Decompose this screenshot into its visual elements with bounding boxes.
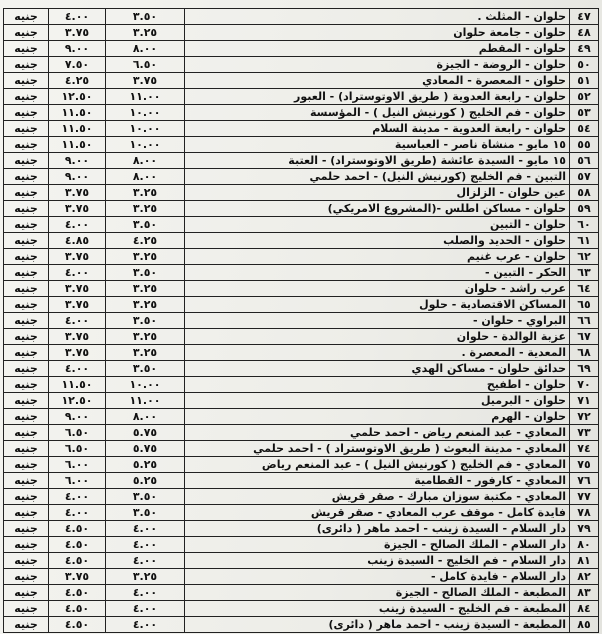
fare-value: ٤.٠٠ xyxy=(106,521,185,537)
route-name: المعادي - فم الخليج ( كورنيش النيل ) - عبد المنعم رياض xyxy=(185,457,570,473)
table-row xyxy=(4,505,599,521)
currency-label: جنيه xyxy=(4,281,49,297)
fare-value: ٤.٠٠ xyxy=(106,553,185,569)
fare-value: ٥.٢٥ xyxy=(106,457,185,473)
fare-value: ٤.٠٠ xyxy=(106,585,185,601)
fare-value: ٣.٧٥ xyxy=(106,73,185,89)
fare-value-alt: ٩.٠٠ xyxy=(49,169,106,185)
route-number: ٧٧ xyxy=(570,489,599,505)
currency-label: جنيه xyxy=(4,265,49,281)
fare-value: ٣.٢٥ xyxy=(106,25,185,41)
route-number: ٥٢ xyxy=(570,89,599,105)
fare-value-alt: ٤.٢٥ xyxy=(49,73,106,89)
fare-value: ١٠.٠٠ xyxy=(106,377,185,393)
currency-label: جنيه xyxy=(4,601,49,617)
fare-value-alt: ٩.٠٠ xyxy=(49,41,106,57)
route-name: المطبعة - السيدة زينب - احمد ماهر ( دائرى) xyxy=(185,617,570,633)
route-name: حلوان - مساكن اطلس -(المشروع الامريكي) xyxy=(185,201,570,217)
table-row xyxy=(4,265,599,281)
fare-value-alt: ٤.٠٠ xyxy=(49,313,106,329)
route-number: ٧٣ xyxy=(570,425,599,441)
route-number: ٧٩ xyxy=(570,521,599,537)
currency-label: جنيه xyxy=(4,361,49,377)
fare-value-alt: ٦.٠٠ xyxy=(49,457,106,473)
route-name: المعادي - كارفور - القطامية xyxy=(185,473,570,489)
route-number: ٧١ xyxy=(570,393,599,409)
currency-label: جنيه xyxy=(4,41,49,57)
fare-value-alt: ١١.٥٠ xyxy=(49,377,106,393)
fare-value: ٣.٢٥ xyxy=(106,201,185,217)
fare-value: ٣.٢٥ xyxy=(106,281,185,297)
route-number: ٧٤ xyxy=(570,441,599,457)
route-name: حلوان - فم الخليج ( كورنيش النيل ) - المؤسسة xyxy=(185,105,570,121)
route-number: ٧٢ xyxy=(570,409,599,425)
route-number: ٦١ xyxy=(570,233,599,249)
table-row xyxy=(4,281,599,297)
currency-label: جنيه xyxy=(4,345,49,361)
table-row xyxy=(4,601,599,617)
route-name: المطبعة - الملك الصالح - الجيزة xyxy=(185,585,570,601)
fare-value: ٤.٢٥ xyxy=(106,233,185,249)
route-number: ٦٩ xyxy=(570,361,599,377)
fare-value-alt: ٤.٥٠ xyxy=(49,553,106,569)
currency-label: جنيه xyxy=(4,105,49,121)
route-number: ٥٩ xyxy=(570,201,599,217)
route-number: ٥٣ xyxy=(570,105,599,121)
currency-label: جنيه xyxy=(4,569,49,585)
fare-value: ١٠.٠٠ xyxy=(106,121,185,137)
table-row xyxy=(4,313,599,329)
fare-value-alt: ٣.٧٥ xyxy=(49,297,106,313)
route-number: ٦٦ xyxy=(570,313,599,329)
table-row xyxy=(4,41,599,57)
table-row xyxy=(4,361,599,377)
fare-value-alt: ٦.٥٠ xyxy=(49,441,106,457)
fare-value-alt: ٣.٧٥ xyxy=(49,281,106,297)
fare-value: ٣.٢٥ xyxy=(106,569,185,585)
fare-value-alt: ١١.٥٠ xyxy=(49,121,106,137)
fare-value-alt: ١٢.٥٠ xyxy=(49,89,106,105)
fare-value: ٨.٠٠ xyxy=(106,169,185,185)
currency-label: جنيه xyxy=(4,329,49,345)
table-row xyxy=(4,73,599,89)
currency-label: جنيه xyxy=(4,377,49,393)
fare-value-alt: ١١.٥٠ xyxy=(49,105,106,121)
fare-value: ٣.٥٠ xyxy=(106,9,185,25)
fare-value: ٤.٠٠ xyxy=(106,537,185,553)
route-name: دار السلام - فايدة كامل - xyxy=(185,569,570,585)
table-row xyxy=(4,25,599,41)
table-row xyxy=(4,249,599,265)
table-row xyxy=(4,121,599,137)
fare-value-alt: ٤.٥٠ xyxy=(49,617,106,633)
currency-label: جنيه xyxy=(4,617,49,633)
table-row xyxy=(4,489,599,505)
currency-label: جنيه xyxy=(4,441,49,457)
currency-label: جنيه xyxy=(4,185,49,201)
currency-label: جنيه xyxy=(4,217,49,233)
route-name: المعادي - مكتبة سوزان مبارك - صقر قريش xyxy=(185,489,570,505)
table-row xyxy=(4,297,599,313)
fare-value-alt: ٤.٥٠ xyxy=(49,585,106,601)
fare-value: ٨.٠٠ xyxy=(106,41,185,57)
route-name: ١٥ مايو - منشاة ناصر - العباسية xyxy=(185,137,570,153)
fare-value-alt: ٤.٨٥ xyxy=(49,233,106,249)
fare-value-alt: ٤.٠٠ xyxy=(49,505,106,521)
route-name: دار السلام - السيدة زينب - احمد ماهر ( دائرى) xyxy=(185,521,570,537)
fare-value: ٣.٥٠ xyxy=(106,217,185,233)
currency-label: جنيه xyxy=(4,505,49,521)
fare-value-alt: ١٢.٥٠ xyxy=(49,393,106,409)
fare-value: ٣.٢٥ xyxy=(106,249,185,265)
route-name: المعادي - مدينة البعوث ( طريق الاوتوستراد ) - احمد حلمي xyxy=(185,441,570,457)
table-row xyxy=(4,105,599,121)
table-row xyxy=(4,233,599,249)
route-name: حلوان - الحديد والصلب xyxy=(185,233,570,249)
fare-value: ٨.٠٠ xyxy=(106,153,185,169)
route-name: حلوان - البرميل xyxy=(185,393,570,409)
table-row xyxy=(4,553,599,569)
fare-value-alt: ٣.٧٥ xyxy=(49,249,106,265)
route-number: ٦٧ xyxy=(570,329,599,345)
currency-label: جنيه xyxy=(4,425,49,441)
route-number: ٥٠ xyxy=(570,57,599,73)
fare-value: ١٠.٠٠ xyxy=(106,137,185,153)
route-number: ٥٨ xyxy=(570,185,599,201)
route-name: حلوان - المقطم xyxy=(185,41,570,57)
currency-label: جنيه xyxy=(4,233,49,249)
table-row xyxy=(4,57,599,73)
route-number: ٥٥ xyxy=(570,137,599,153)
route-name: حلوان - الروضة - الجيزة xyxy=(185,57,570,73)
route-name: المعدية - المعصرة . xyxy=(185,345,570,361)
table-row xyxy=(4,201,599,217)
fare-value: ٦.٥٠ xyxy=(106,57,185,73)
fare-value: ٣.٥٠ xyxy=(106,361,185,377)
currency-label: جنيه xyxy=(4,153,49,169)
table-row xyxy=(4,457,599,473)
fare-value: ١١.٠٠ xyxy=(106,393,185,409)
table-row xyxy=(4,617,599,633)
table-row xyxy=(4,537,599,553)
route-name: المساكن الاقتصادية - حلول xyxy=(185,297,570,313)
fare-value: ٣.٥٠ xyxy=(106,505,185,521)
route-name: حلوان - التبين xyxy=(185,217,570,233)
route-name: التبين - فم الخليج (كورنيش النيل) - احمد حلمي xyxy=(185,169,570,185)
route-name: المعادي - عبد المنعم رياض - احمد حلمي xyxy=(185,425,570,441)
route-number: ٧٠ xyxy=(570,377,599,393)
currency-label: جنيه xyxy=(4,89,49,105)
fare-value: ٣.٥٠ xyxy=(106,265,185,281)
table-row xyxy=(4,441,599,457)
currency-label: جنيه xyxy=(4,73,49,89)
fare-value-alt: ٤.٠٠ xyxy=(49,361,106,377)
route-name: دار السلام - فم الخليج - السيدة زينب xyxy=(185,553,570,569)
route-number: ٦٨ xyxy=(570,345,599,361)
fare-value-alt: ٣.٧٥ xyxy=(49,329,106,345)
fare-value-alt: ٦.٠٠ xyxy=(49,473,106,489)
fare-table xyxy=(3,8,599,633)
currency-label: جنيه xyxy=(4,9,49,25)
currency-label: جنيه xyxy=(4,25,49,41)
fare-value-alt: ٣.٧٥ xyxy=(49,25,106,41)
route-number: ٥١ xyxy=(570,73,599,89)
currency-label: جنيه xyxy=(4,201,49,217)
route-name: البراوي - حلوان - xyxy=(185,313,570,329)
route-name: دار السلام - الملك الصالح - الجيزة xyxy=(185,537,570,553)
route-name: حلوان - عرب غنيم xyxy=(185,249,570,265)
route-name: المطبعة - فم الخليج - السيدة زينب xyxy=(185,601,570,617)
fare-value: ٥.٧٥ xyxy=(106,441,185,457)
fare-table-body xyxy=(4,9,599,633)
currency-label: جنيه xyxy=(4,473,49,489)
fare-value-alt: ١١.٥٠ xyxy=(49,137,106,153)
table-row xyxy=(4,377,599,393)
table-row xyxy=(4,217,599,233)
table-row xyxy=(4,329,599,345)
table-row xyxy=(4,153,599,169)
fare-value-alt: ٤.٠٠ xyxy=(49,489,106,505)
route-name: حلوان - رابعة العدوية - مدينة السلام xyxy=(185,121,570,137)
route-number: ٧٦ xyxy=(570,473,599,489)
route-number: ٥٦ xyxy=(570,153,599,169)
route-name: فايدة كامل - موقف عرب المعادي - صقر قريش xyxy=(185,505,570,521)
currency-label: جنيه xyxy=(4,169,49,185)
table-row xyxy=(4,169,599,185)
route-name: الحكر - التبين - xyxy=(185,265,570,281)
currency-label: جنيه xyxy=(4,585,49,601)
route-number: ٦٢ xyxy=(570,249,599,265)
currency-label: جنيه xyxy=(4,393,49,409)
fare-value: ٣.٢٥ xyxy=(106,185,185,201)
route-name: عين حلوان - الزلزال xyxy=(185,185,570,201)
fare-value-alt: ٩.٠٠ xyxy=(49,153,106,169)
currency-label: جنيه xyxy=(4,537,49,553)
fare-value: ٥.٧٥ xyxy=(106,425,185,441)
route-number: ٨٠ xyxy=(570,537,599,553)
fare-value: ١١.٠٠ xyxy=(106,89,185,105)
fare-value-alt: ٦.٥٠ xyxy=(49,425,106,441)
route-number: ٨٣ xyxy=(570,585,599,601)
route-name: حلوان - جامعة حلوان xyxy=(185,25,570,41)
currency-label: جنيه xyxy=(4,137,49,153)
fare-value-alt: ٤.٥٠ xyxy=(49,601,106,617)
route-name: عزبة الوالدة - حلوان xyxy=(185,329,570,345)
route-number: ٧٨ xyxy=(570,505,599,521)
route-number: ٦٠ xyxy=(570,217,599,233)
route-name: حلوان - اطفيح xyxy=(185,377,570,393)
route-number: ٨٤ xyxy=(570,601,599,617)
route-number: ٨٥ xyxy=(570,617,599,633)
route-name: ١٥ مايو - السيدة عائشة (طريق الاوتوستراد) - العتبة xyxy=(185,153,570,169)
fare-value-alt: ٧.٥٠ xyxy=(49,57,106,73)
route-number: ٦٥ xyxy=(570,297,599,313)
fare-value-alt: ٩.٠٠ xyxy=(49,409,106,425)
currency-label: جنيه xyxy=(4,57,49,73)
route-number: ٨١ xyxy=(570,553,599,569)
table-row xyxy=(4,473,599,489)
table-row xyxy=(4,89,599,105)
table-row xyxy=(4,425,599,441)
route-number: ٤٨ xyxy=(570,25,599,41)
currency-label: جنيه xyxy=(4,249,49,265)
table-row xyxy=(4,585,599,601)
table-row xyxy=(4,137,599,153)
fare-value: ٣.٢٥ xyxy=(106,329,185,345)
fare-value-alt: ٣.٧٥ xyxy=(49,185,106,201)
table-row xyxy=(4,569,599,585)
route-number: ٥٧ xyxy=(570,169,599,185)
table-row xyxy=(4,185,599,201)
table-row xyxy=(4,393,599,409)
table-row xyxy=(4,9,599,25)
route-number: ٦٣ xyxy=(570,265,599,281)
fare-value: ٣.٢٥ xyxy=(106,345,185,361)
route-name: حلوان - المعصرة - المعادي xyxy=(185,73,570,89)
route-number: ٤٧ xyxy=(570,9,599,25)
currency-label: جنيه xyxy=(4,553,49,569)
currency-label: جنيه xyxy=(4,489,49,505)
fare-value-alt: ٣.٧٥ xyxy=(49,345,106,361)
route-name: حلوان - رابعة العدوية ( طريق الاوتوستراد) - العبور xyxy=(185,89,570,105)
fare-value: ٣.٥٠ xyxy=(106,489,185,505)
route-name: حلوان - الهرم xyxy=(185,409,570,425)
fare-value: ٥.٢٥ xyxy=(106,473,185,489)
route-name: عرب راشد - حلوان xyxy=(185,281,570,297)
fare-value: ٣.٥٠ xyxy=(106,313,185,329)
currency-label: جنيه xyxy=(4,121,49,137)
fare-value: ٤.٠٠ xyxy=(106,601,185,617)
fare-value-alt: ٤.٠٠ xyxy=(49,217,106,233)
currency-label: جنيه xyxy=(4,521,49,537)
fare-value-alt: ٣.٧٥ xyxy=(49,569,106,585)
fare-value: ٨.٠٠ xyxy=(106,409,185,425)
fare-value: ١٠.٠٠ xyxy=(106,105,185,121)
currency-label: جنيه xyxy=(4,457,49,473)
route-number: ٧٥ xyxy=(570,457,599,473)
table-row xyxy=(4,409,599,425)
route-name: حدائق حلوان - مساكن الهدي xyxy=(185,361,570,377)
fare-value-alt: ٤.٥٠ xyxy=(49,521,106,537)
route-name: حلوان - المثلث . xyxy=(185,9,570,25)
fare-value-alt: ٤.٠٠ xyxy=(49,9,106,25)
currency-label: جنيه xyxy=(4,409,49,425)
currency-label: جنيه xyxy=(4,297,49,313)
table-row xyxy=(4,345,599,361)
route-number: ٥٤ xyxy=(570,121,599,137)
fare-value-alt: ٤.٥٠ xyxy=(49,537,106,553)
fare-value: ٤.٠٠ xyxy=(106,617,185,633)
fare-value-alt: ٤.٠٠ xyxy=(49,265,106,281)
route-number: ٤٩ xyxy=(570,41,599,57)
route-number: ٨٢ xyxy=(570,569,599,585)
currency-label: جنيه xyxy=(4,313,49,329)
fare-value: ٣.٢٥ xyxy=(106,297,185,313)
fare-value-alt: ٣.٧٥ xyxy=(49,201,106,217)
route-number: ٦٤ xyxy=(570,281,599,297)
table-row xyxy=(4,521,599,537)
